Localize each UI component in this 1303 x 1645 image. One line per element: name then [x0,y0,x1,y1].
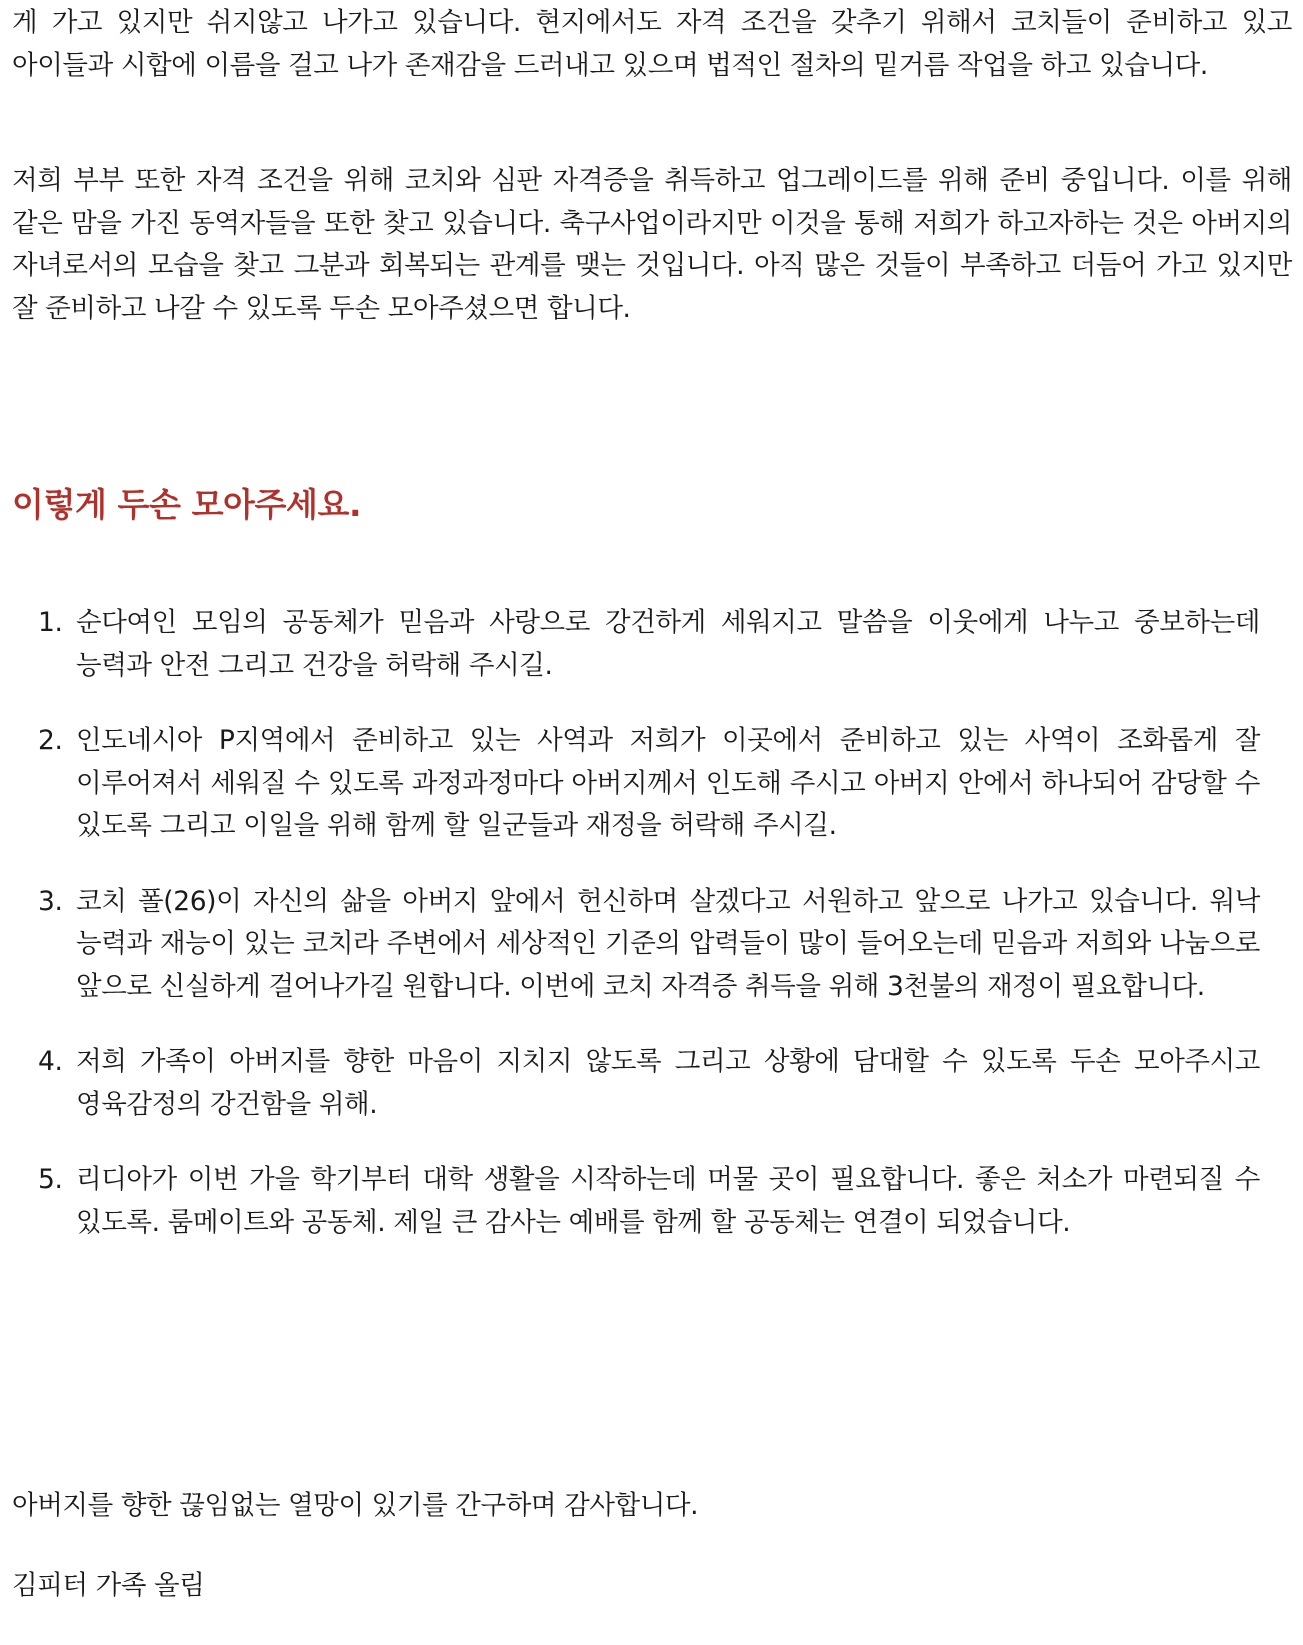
prayer-request-item [38,881,1260,1009]
prayer-request-item [38,720,1260,848]
prayer-request-list [38,602,1260,1277]
signature: 김피터 가족 올림 [12,1570,205,1601]
list-item-text: 코치 폴(26)이 자신의 삶을 아버지 앞에서 헌신하며 살겠다고 서원하고 앞으로 나가고 있습니다. 워낙 능력과 재능이 있는 코치라 주변에서 세상적인 기준의 압력들이 많이 들어오는데 믿음과 저희와 나눔으로 앞으로 신실하게 걸어나가길 원합니다. 이번에 코치 자격증 취득을 위해 3천불의 재정이 필요합니다. [76,885,1260,1002]
prayer-request-item [38,1041,1260,1126]
prayer-request-item [38,1159,1260,1244]
list-item-text: 순다여인 모임의 공동체가 믿음과 사랑으로 강건하게 세워지고 말씀을 이웃에게 나누고 중보하는데 능력과 안전 그리고 건강을 허락해 주시길. [76,607,1260,681]
list-item-number: 5. [38,1164,63,1195]
section-heading: 이렇게 두손 모아주세요. [12,485,362,524]
list-item-number: 2. [38,725,63,756]
list-item-number: 1. [38,607,63,638]
list-item-number: 4. [38,1046,63,1077]
list-item-text: 인도네시아 P지역에서 준비하고 있는 사역과 저희가 이곳에서 준비하고 있는 사역이 조화롭게 잘 이루어져서 세워질 수 있도록 과정과정마다 아버지께서 인도해 주시고 아버지 안에서 하나되어 감당할 수 있도록 그리고 이일을 위해 함께 할 일군들과 재정을 허락해 주시길. [76,725,1260,841]
body-paragraph: 저희 부부 또한 자격 조건을 위해 코치와 심판 자격증을 취득하고 업그레이드를 위해 준비 중입니다. 이를 위해 같은 맘을 가진 동역자들을 또한 찾고 있습니다. 축구사업이라지만 이것을 통해 저희가 하고자하는 것은 아버지의 자녀로서의 모습을 찾고 그분과 회복되는 관계를 맺는 것입니다. 아직 많은 것들이 부족하고 더듬어 가고 있지만 잘 준비하고 나갈 수 있도록 두손 모아주셨으면 합니다. [12,165,1292,324]
closing-thanks: 아버지를 향한 끊임없는 열망이 있기를 간구하며 감사합니다. [12,1490,699,1521]
body-paragraph: 게 가고 있지만 쉬지않고 나가고 있습니다. 현지에서도 자격 조건을 갖추기 위해서 코치들이 준비하고 있고 아이들과 시합에 이름을 걸고 나가 존재감을 드러내고 있으며 법적인 절차의 밑거름 작업을 하고 있습니다. [12,7,1292,81]
list-item-number: 3. [38,885,63,917]
list-item-text: 리디아가 이번 가을 학기부터 대학 생활을 시작하는데 머물 곳이 필요합니다. 좋은 처소가 마련되질 수 있도록. 룸메이트와 공동체. 제일 큰 감사는 예배를 함께 할 공동체는 연결이 되었습니다. [76,1164,1260,1238]
list-item-text: 저희 가족이 아버지를 향한 마음이 지치지 않도록 그리고 상황에 담대할 수 있도록 두손 모아주시고 영육감정의 강건함을 위해. [76,1046,1260,1120]
prayer-request-item [38,602,1260,687]
